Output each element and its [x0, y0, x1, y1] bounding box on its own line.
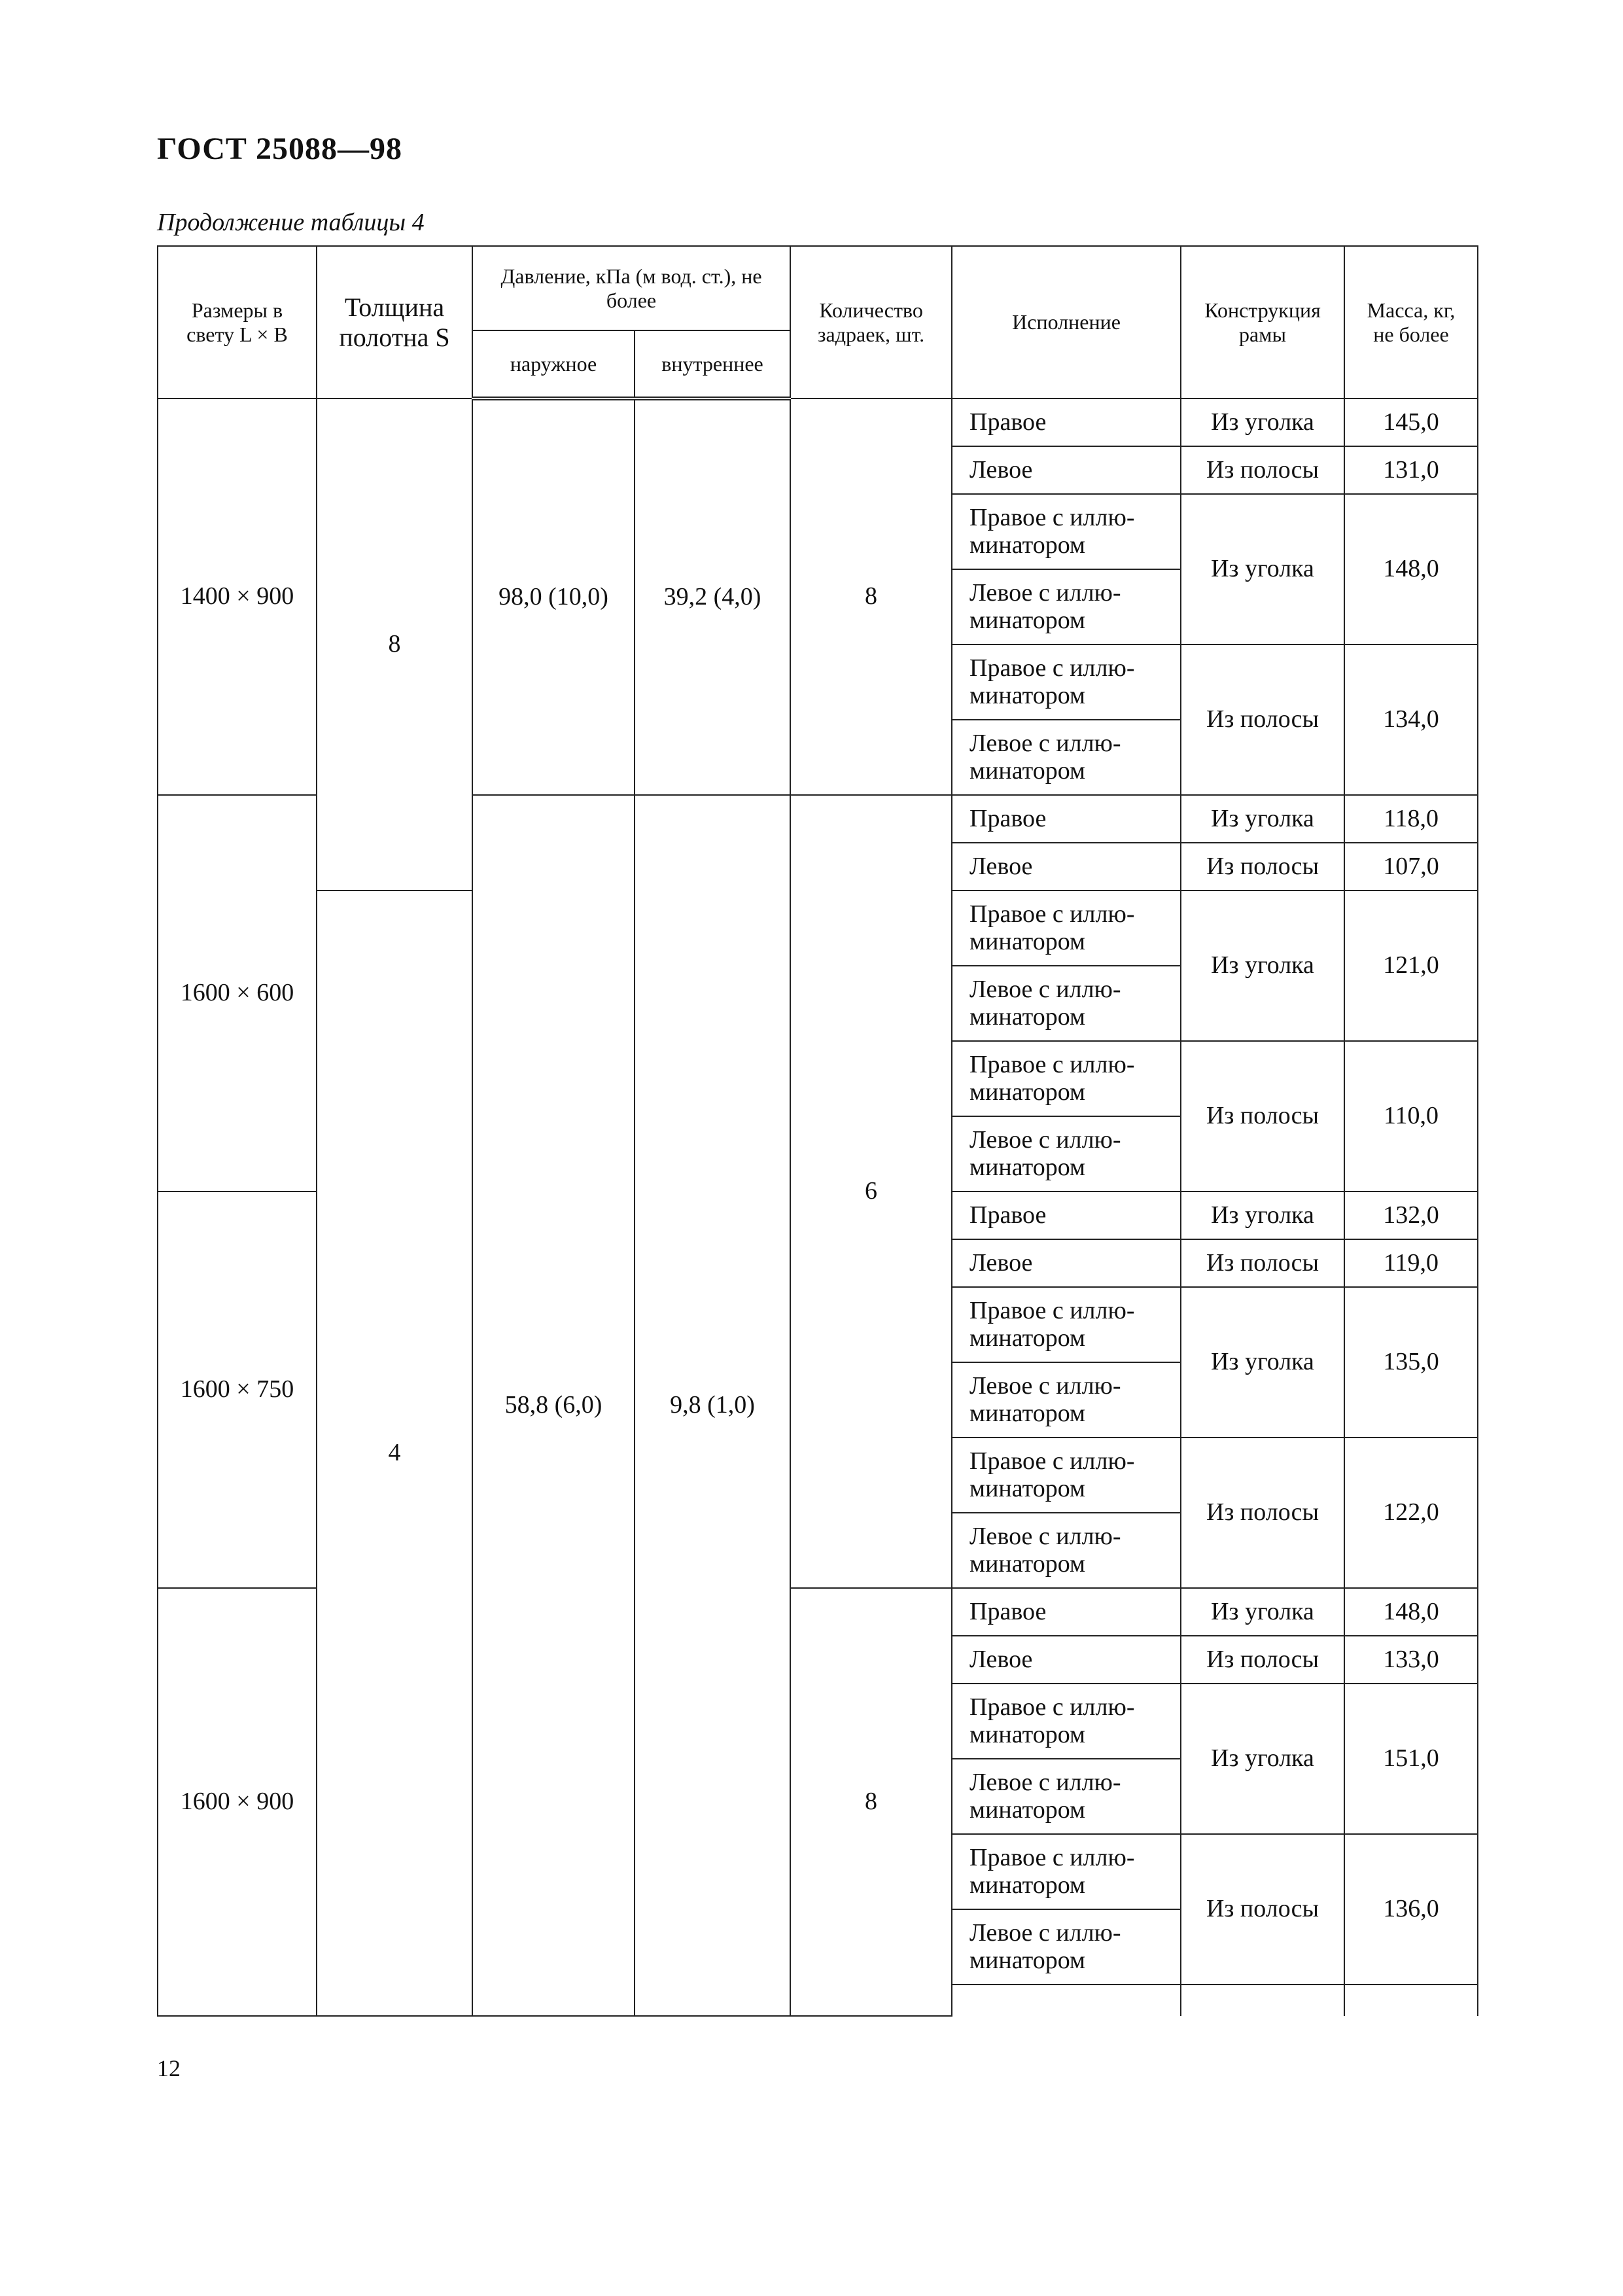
execution-cell: Правое с иллю-минатором [952, 1684, 1181, 1759]
mass-cell: 122,0 [1344, 1438, 1478, 1588]
mass-cell-empty [1344, 1985, 1478, 2016]
mass-cell: 107,0 [1344, 843, 1478, 891]
header-dogs: Количество задраек, шт. [790, 246, 952, 398]
mass-cell: 132,0 [1344, 1192, 1478, 1239]
frame-cell: Из уголка [1181, 1192, 1344, 1239]
execution-cell: Правое [952, 795, 1181, 843]
size-cell: 1600 × 600 [158, 795, 317, 1192]
execution-cell: Левое с иллю-минатором [952, 966, 1181, 1041]
data-table [157, 245, 1478, 2017]
execution-cell: Левое с иллю-минатором [952, 1909, 1181, 1985]
mass-cell: 148,0 [1344, 494, 1478, 645]
execution-cell: Левое с иллю-минатором [952, 720, 1181, 795]
dogs-cell: 6 [790, 795, 952, 1588]
size-cell: 1400 × 900 [158, 398, 317, 795]
mass-cell: 133,0 [1344, 1636, 1478, 1684]
execution-cell: Правое с иллю-минатором [952, 1834, 1181, 1909]
header-pressure: Давление, кПа (м вод. ст.), не более [472, 246, 790, 330]
execution-cell: Правое [952, 1192, 1181, 1239]
frame-cell: Из полосы [1181, 1438, 1344, 1588]
frame-cell: Из уголка [1181, 494, 1344, 645]
header-thickness: Толщина полотна S [317, 246, 472, 398]
mass-cell: 135,0 [1344, 1287, 1478, 1438]
frame-cell: Из полосы [1181, 1239, 1344, 1287]
execution-cell: Правое [952, 398, 1181, 446]
mass-cell: 136,0 [1344, 1834, 1478, 1985]
frame-cell: Из полосы [1181, 645, 1344, 795]
size-cell: 1600 × 900 [158, 1588, 317, 2016]
dogs-cell: 8 [790, 398, 952, 795]
pressure-outer-cell: 98,0 (10,0) [472, 398, 635, 795]
mass-cell: 110,0 [1344, 1041, 1478, 1192]
header-pressure-inner: внутреннее [635, 330, 790, 398]
execution-cell: Правое с иллю-минатором [952, 494, 1181, 569]
thickness-cell: 4 [317, 891, 472, 2016]
header-size: Размеры в свету L × B [158, 246, 317, 398]
size-cell: 1600 × 750 [158, 1192, 317, 1588]
pressure-inner-cell: 9,8 (1,0) [635, 795, 790, 2016]
execution-cell: Левое [952, 843, 1181, 891]
execution-cell-empty [952, 1985, 1181, 2016]
frame-cell: Из полосы [1181, 1834, 1344, 1985]
mass-cell: 151,0 [1344, 1684, 1478, 1834]
pressure-inner-cell: 39,2 (4,0) [635, 398, 790, 795]
pressure-outer-cell: 58,8 (6,0) [472, 795, 635, 2016]
document-title: ГОСТ 25088—98 [157, 132, 402, 166]
execution-cell: Левое с иллю-минатором [952, 569, 1181, 645]
table-caption: Продолжение таблицы 4 [157, 209, 425, 236]
frame-cell: Из полосы [1181, 1636, 1344, 1684]
frame-cell: Из уголка [1181, 1588, 1344, 1636]
execution-cell: Левое с иллю-минатором [952, 1759, 1181, 1834]
execution-cell: Левое с иллю-минатором [952, 1116, 1181, 1192]
frame-cell: Из полосы [1181, 843, 1344, 891]
execution-cell: Правое с иллю-минатором [952, 1287, 1181, 1362]
header-pressure-outer: наружное [472, 330, 635, 398]
execution-cell: Правое с иллю-минатором [952, 1438, 1181, 1513]
header-frame: Конструкция рамы [1181, 246, 1344, 398]
header-execution: Исполнение [952, 246, 1181, 398]
frame-cell: Из полосы [1181, 1041, 1344, 1192]
header-mass: Масса, кг, не более [1344, 246, 1478, 398]
frame-cell-empty [1181, 1985, 1344, 2016]
frame-cell: Из уголка [1181, 891, 1344, 1041]
frame-cell: Из уголка [1181, 398, 1344, 446]
mass-cell: 118,0 [1344, 795, 1478, 843]
mass-cell: 145,0 [1344, 398, 1478, 446]
execution-cell: Левое [952, 446, 1181, 494]
frame-cell: Из полосы [1181, 446, 1344, 494]
execution-cell: Правое с иллю-минатором [952, 1041, 1181, 1116]
execution-cell: Левое [952, 1636, 1181, 1684]
frame-cell: Из уголка [1181, 1684, 1344, 1834]
execution-cell: Левое [952, 1239, 1181, 1287]
mass-cell: 131,0 [1344, 446, 1478, 494]
frame-cell: Из уголка [1181, 795, 1344, 843]
execution-cell: Левое с иллю-минатором [952, 1513, 1181, 1588]
execution-cell: Правое с иллю-минатором [952, 645, 1181, 720]
mass-cell: 121,0 [1344, 891, 1478, 1041]
mass-cell: 119,0 [1344, 1239, 1478, 1287]
page-number: 12 [157, 2055, 181, 2081]
execution-cell: Правое [952, 1588, 1181, 1636]
thickness-cell: 8 [317, 398, 472, 891]
frame-cell: Из уголка [1181, 1287, 1344, 1438]
mass-cell: 134,0 [1344, 645, 1478, 795]
dogs-cell: 8 [790, 1588, 952, 2016]
mass-cell: 148,0 [1344, 1588, 1478, 1636]
table-row [158, 398, 1478, 446]
execution-cell: Левое с иллю-минатором [952, 1362, 1181, 1438]
execution-cell: Правое с иллю-минатором [952, 891, 1181, 966]
